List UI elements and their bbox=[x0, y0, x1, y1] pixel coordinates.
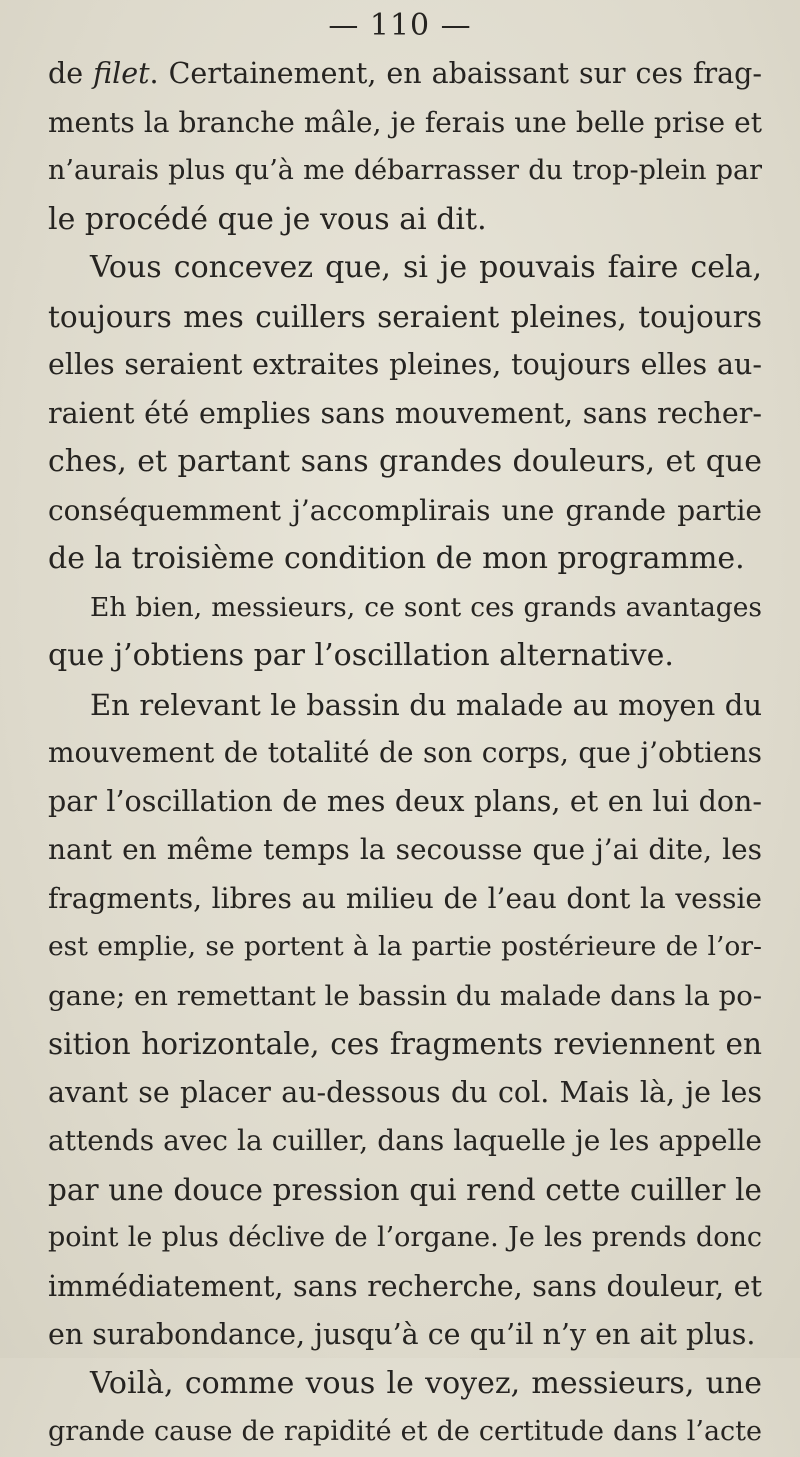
text-line: par l’oscillation de mes deux plans, et en lui don- bbox=[48, 784, 762, 818]
text-line: raient été emplies sans mouvement, sans recher- bbox=[48, 396, 762, 430]
text-line: fragments, libres au milieu de l’eau dont la vessie bbox=[48, 881, 762, 915]
text-line: que j’obtiens par l’oscillation alternative. bbox=[48, 638, 674, 673]
text-line: Vous concevez que, si je pouvais faire cela, bbox=[90, 250, 762, 285]
text-line: attends avec la cuiller, dans laquelle je les appelle bbox=[48, 1124, 762, 1157]
text-line: ches, et partant sans grandes douleurs, et que bbox=[48, 444, 762, 479]
text-line: le procédé que je vous ai dit. bbox=[48, 201, 487, 237]
text-line: grande cause de rapidité et de certitude dans l’acte bbox=[48, 1416, 762, 1447]
text-line: immédiatement, sans recherche, sans douleur, et bbox=[48, 1269, 762, 1303]
text-line: Voilà, comme vous le voyez, messieurs, une bbox=[90, 1365, 762, 1401]
text-line: ments la branche mâle, je ferais une belle prise et bbox=[48, 105, 762, 139]
text-line: avant se placer au-dessous du col. Mais là, je les bbox=[48, 1075, 762, 1109]
text-line: est emplie, se portent à la partie postérieure de l’or- bbox=[48, 931, 762, 962]
italic-word: filet bbox=[93, 57, 150, 90]
text-line: gane; en remettant le bassin du malade dans la po- bbox=[48, 979, 762, 1012]
text-line: de filet. Certainement, en abaissant sur ces frag- bbox=[48, 57, 762, 90]
text-line: de la troisième condition de mon programme. bbox=[48, 541, 745, 576]
text-line: En relevant le bassin du malade au moyen du bbox=[90, 687, 762, 722]
text-line: par une douce pression qui rend cette cuiller le bbox=[48, 1172, 762, 1207]
text-line: elles seraient extraites pleines, toujours elles au- bbox=[48, 348, 762, 381]
text-line: Eh bien, messieurs, ce sont ces grands avantages bbox=[90, 591, 762, 623]
text-line: toujours mes cuillers seraient pleines, toujours bbox=[48, 299, 762, 334]
text-line: sition horizontale, ces fragments reviennent en bbox=[48, 1027, 762, 1061]
page-number: — 110 — bbox=[328, 8, 472, 43]
text-line: point le plus déclive de l’organe. Je les prends donc bbox=[48, 1222, 762, 1253]
text-line: conséquemment j’accomplirais une grande partie bbox=[48, 493, 762, 527]
text-line: nant en même temps la secousse que j’ai dite, les bbox=[48, 833, 762, 866]
text-line: en surabondance, jusqu’à ce qu’il n’y en ait plus. bbox=[48, 1318, 756, 1351]
text-line: n’aurais plus qu’à me débarrasser du trop-plein par bbox=[48, 155, 762, 186]
body-text bbox=[48, 50, 762, 1457]
text-line: mouvement de totalité de son corps, que j’obtiens bbox=[48, 736, 762, 769]
